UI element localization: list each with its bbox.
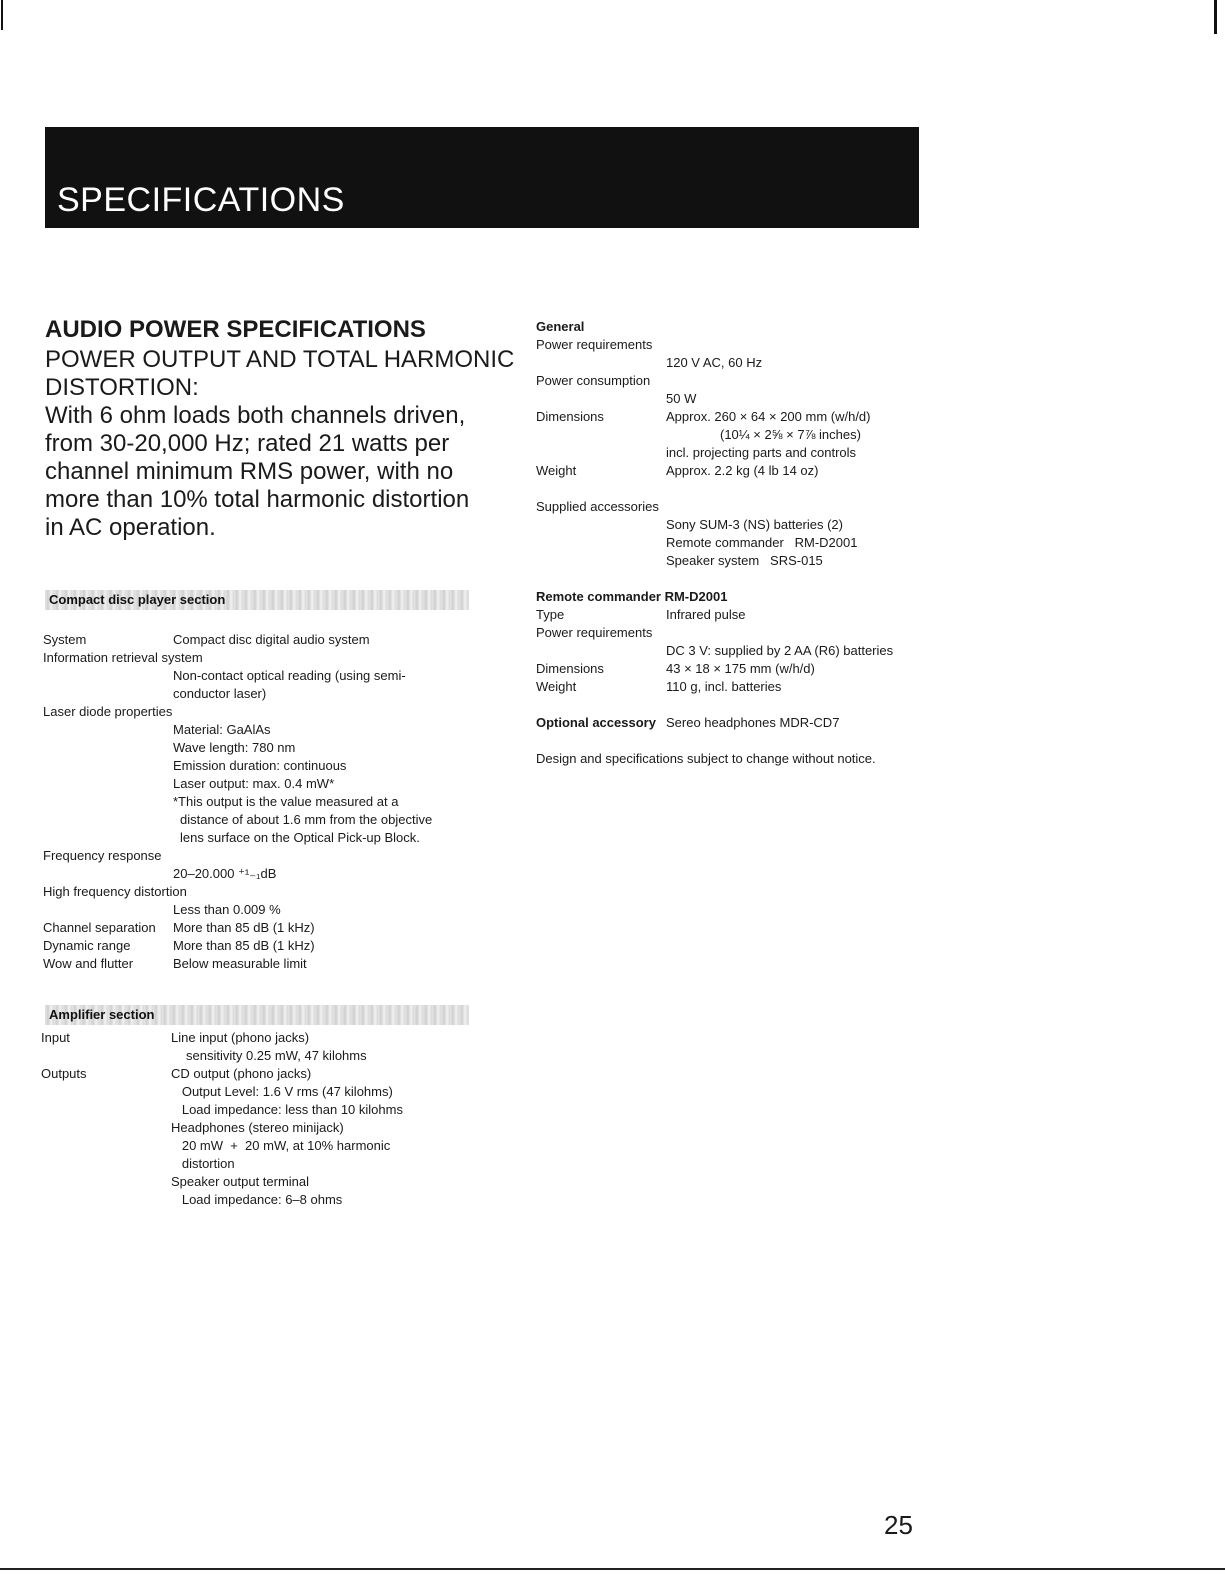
spec-label: Wow and flutter (43, 956, 134, 971)
spec-value: Load impedance: less than 10 kilohms (171, 1102, 403, 1117)
spec-label: Dimensions (536, 661, 604, 676)
scan-edge-mark (1214, 0, 1217, 34)
spec-value: 110 g, incl. batteries (666, 679, 782, 694)
spec-label: Information retrieval system (43, 650, 203, 665)
cd-section-band (45, 590, 469, 610)
spec-value: 43 × 18 × 175 mm (w/h/d) (666, 661, 815, 676)
spec-value: Remote commander RM-D2001 (666, 535, 858, 550)
general-spec-list (536, 318, 956, 570)
spec-label: Laser diode properties (43, 704, 173, 719)
spec-value: Less than 0.009 % (173, 902, 281, 917)
spec-value: More than 85 dB (1 kHz) (173, 938, 315, 953)
spec-row (536, 606, 956, 624)
spec-value: Approx. 2.2 kg (4 lb 14 oz) (666, 463, 819, 478)
change-notice: Design and specifications subject to change without notice. (536, 751, 876, 766)
spec-label: Dynamic range (43, 938, 131, 953)
audio-power-subtitle: DISTORTION: (45, 374, 199, 401)
cd-spec-list (43, 631, 513, 973)
spec-row (43, 847, 513, 865)
audio-power-text: more than 10% total harmonic distortion (45, 486, 470, 513)
spec-row (43, 937, 513, 955)
audio-power-text: from 30-20,000 Hz; rated 21 watts per (45, 430, 450, 457)
spec-value: Output Level: 1.6 V rms (47 kilohms) (171, 1084, 393, 1099)
spec-label: Outputs (41, 1066, 87, 1081)
audio-power-specifications (45, 316, 520, 542)
spec-value: DC 3 V: supplied by 2 AA (R6) batteries (666, 643, 894, 658)
page-number: 25 (884, 1510, 913, 1540)
spec-label: Dimensions (536, 409, 604, 424)
spec-value: CD output (phono jacks) (171, 1066, 312, 1081)
audio-power-text: channel minimum RMS power, with no (45, 458, 454, 485)
spec-footnote: distance of about 1.6 mm from the objective (180, 812, 433, 827)
spec-label: Type (536, 607, 565, 622)
spec-label: Power consumption (536, 373, 651, 388)
spec-label: Weight (536, 679, 577, 694)
amp-section-heading: Amplifier section (49, 1007, 155, 1022)
spec-row (41, 1065, 511, 1083)
remote-spec-list (536, 588, 956, 768)
spec-row (43, 631, 513, 649)
audio-power-text: With 6 ohm loads both channels driven, (45, 402, 466, 429)
spec-value: 120 V AC, 60 Hz (666, 355, 763, 370)
spec-value: Speaker system SRS-015 (666, 553, 823, 568)
spec-value: conductor laser) (173, 686, 267, 701)
spec-value: Material: GaAlAs (173, 722, 271, 737)
general-heading: General (536, 319, 585, 334)
spec-footnote: lens surface on the Optical Pick-up Block. (180, 830, 420, 845)
page-bottom-edge (0, 1568, 1225, 1570)
spec-row (43, 919, 513, 937)
spec-row (43, 883, 513, 901)
spec-value: 20 mW + 20 mW, at 10% harmonic (171, 1138, 391, 1153)
spec-value: (10¼ × 2⅝ × 7⅞ inches) (720, 427, 861, 442)
spec-value: 50 W (666, 391, 697, 406)
optional-accessory-value: Sereo headphones MDR-CD7 (666, 715, 840, 730)
spec-value: Headphones (stereo minijack) (171, 1120, 344, 1135)
spec-row (536, 678, 956, 696)
spec-value: Sony SUM-3 (NS) batteries (2) (666, 517, 843, 532)
audio-power-text: in AC operation. (45, 514, 216, 541)
spec-value: Approx. 260 × 64 × 200 mm (w/h/d) (666, 409, 871, 424)
spec-value: Wave length: 780 nm (173, 740, 296, 755)
spec-label: Weight (536, 463, 577, 478)
spec-value: More than 85 dB (1 kHz) (173, 920, 315, 935)
audio-power-title: AUDIO POWER SPECIFICATIONS (45, 316, 426, 343)
remote-heading: Remote commander RM-D2001 (536, 589, 728, 604)
spec-value: 20–20.000 ⁺¹₋₁dB (173, 866, 277, 881)
spec-value: Infrared pulse (666, 607, 746, 622)
spec-value: Speaker output terminal (171, 1174, 310, 1189)
spec-value: Non-contact optical reading (using semi- (173, 668, 406, 683)
header-bar (45, 127, 919, 228)
spec-label: Power requirements (536, 625, 653, 640)
spec-row (43, 703, 513, 721)
spec-label: System (43, 632, 87, 647)
amp-spec-list (41, 1029, 511, 1209)
spec-footnote: *This output is the value measured at a (173, 794, 399, 809)
spec-label: Power requirements (536, 337, 653, 352)
optional-accessory-label: Optional accessory (536, 715, 656, 730)
spec-value: Emission duration: continuous (173, 758, 347, 773)
spec-label: High frequency distortion (43, 884, 187, 899)
spec-row (536, 714, 956, 732)
spec-value: Below measurable limit (173, 956, 307, 971)
spec-row (41, 1029, 511, 1047)
spec-row (43, 955, 513, 973)
spec-value: Line input (phono jacks) (171, 1030, 310, 1045)
audio-power-subtitle: POWER OUTPUT AND TOTAL HARMONIC (45, 346, 515, 373)
scan-edge-mark (1, 0, 3, 30)
spec-value: Compact disc digital audio system (173, 632, 370, 647)
spec-label: Channel separation (43, 920, 156, 935)
spec-value: Load impedance: 6–8 ohms (171, 1192, 343, 1207)
cd-section-heading: Compact disc player section (49, 592, 226, 607)
spec-label: Frequency response (43, 848, 162, 863)
spec-label: Input (41, 1030, 70, 1045)
spec-row (536, 408, 956, 426)
spec-row (43, 649, 513, 667)
spec-label: Supplied accessories (536, 499, 659, 514)
amp-section-band (45, 1005, 469, 1025)
spec-row (536, 462, 956, 480)
page-title: SPECIFICATIONS (57, 181, 345, 219)
spec-row (536, 660, 956, 678)
spec-value: sensitivity 0.25 mW, 47 kilohms (186, 1048, 367, 1063)
spec-value: distortion (171, 1156, 235, 1171)
spec-value: Laser output: max. 0.4 mW* (173, 776, 335, 791)
spec-value: incl. projecting parts and controls (666, 445, 857, 460)
